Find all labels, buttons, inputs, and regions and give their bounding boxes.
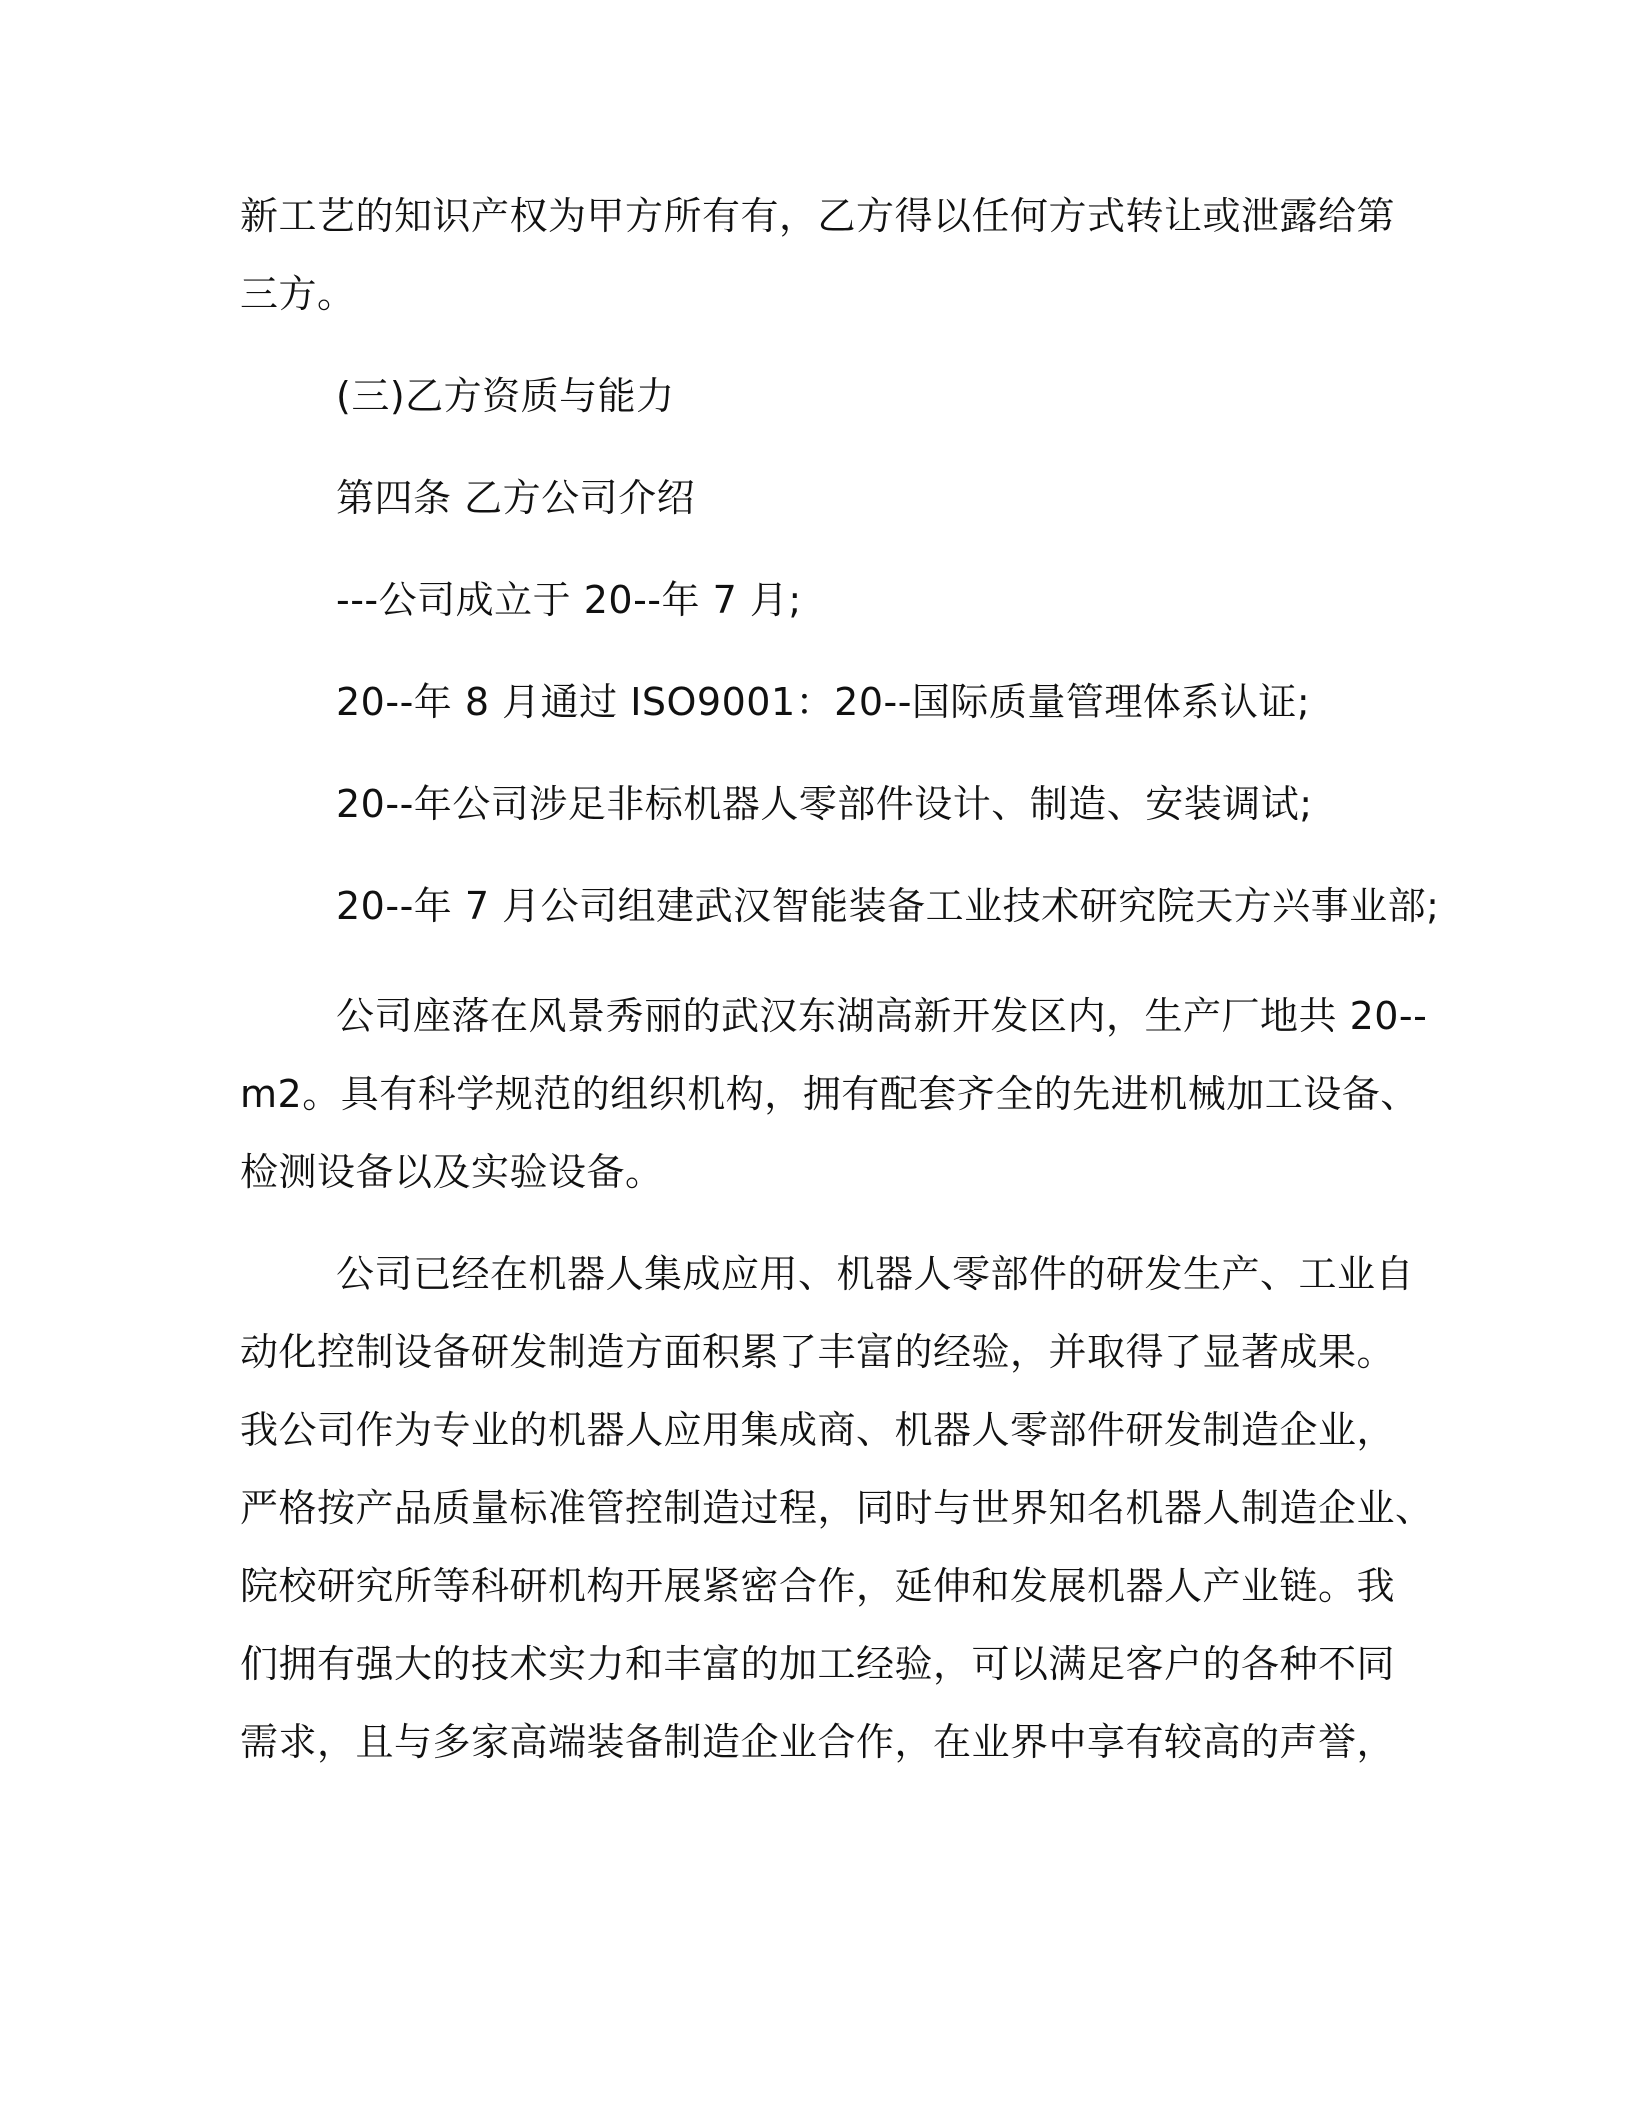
text-line: 我公司作为专业的机器人应用集成商、机器人零部件研发制造企业，	[240, 1408, 1396, 1452]
article-heading: 第四条 乙方公司介绍	[336, 476, 696, 520]
text-line: ---公司成立于 20--年 7 月;	[336, 578, 802, 622]
text-line: 动化控制设备研发制造方面积累了丰富的经验，并取得了显著成果。	[240, 1330, 1396, 1374]
text-line: 们拥有强大的技术实力和丰富的加工经验，可以满足客户的各种不同	[240, 1642, 1396, 1686]
text-line: 20--年 8 月通过 ISO9001：20--国际质量管理体系认证;	[336, 680, 1311, 724]
text-line: 公司已经在机器人集成应用、机器人零部件的研发生产、工业自	[336, 1252, 1415, 1296]
section-heading: (三)乙方资质与能力	[336, 374, 675, 418]
text-line: 需求，且与多家高端装备制造企业合作，在业界中享有较高的声誉，	[240, 1720, 1396, 1764]
text-line: 公司座落在风景秀丽的武汉东湖高新开发区内，生产厂地共 20--	[336, 994, 1428, 1038]
text-line: 20--年 7 月公司组建武汉智能装备工业技术研究院天方兴事业部;	[336, 884, 1440, 928]
text-line: m2。具有科学规范的组织机构，拥有配套齐全的先进机械加工设备、	[240, 1072, 1419, 1116]
text-line: 三方。	[240, 272, 356, 316]
text-line: 新工艺的知识产权为甲方所有有，乙方得以任何方式转让或泄露给第	[240, 194, 1396, 238]
text-line: 院校研究所等科研机构开展紧密合作，延伸和发展机器人产业链。我	[240, 1564, 1396, 1608]
text-line: 20--年公司涉足非标机器人零部件设计、制造、安装调试;	[336, 782, 1313, 826]
text-line: 严格按产品质量标准管控制造过程，同时与世界知名机器人制造企业、	[240, 1486, 1434, 1530]
text-line: 检测设备以及实验设备。	[240, 1150, 664, 1194]
